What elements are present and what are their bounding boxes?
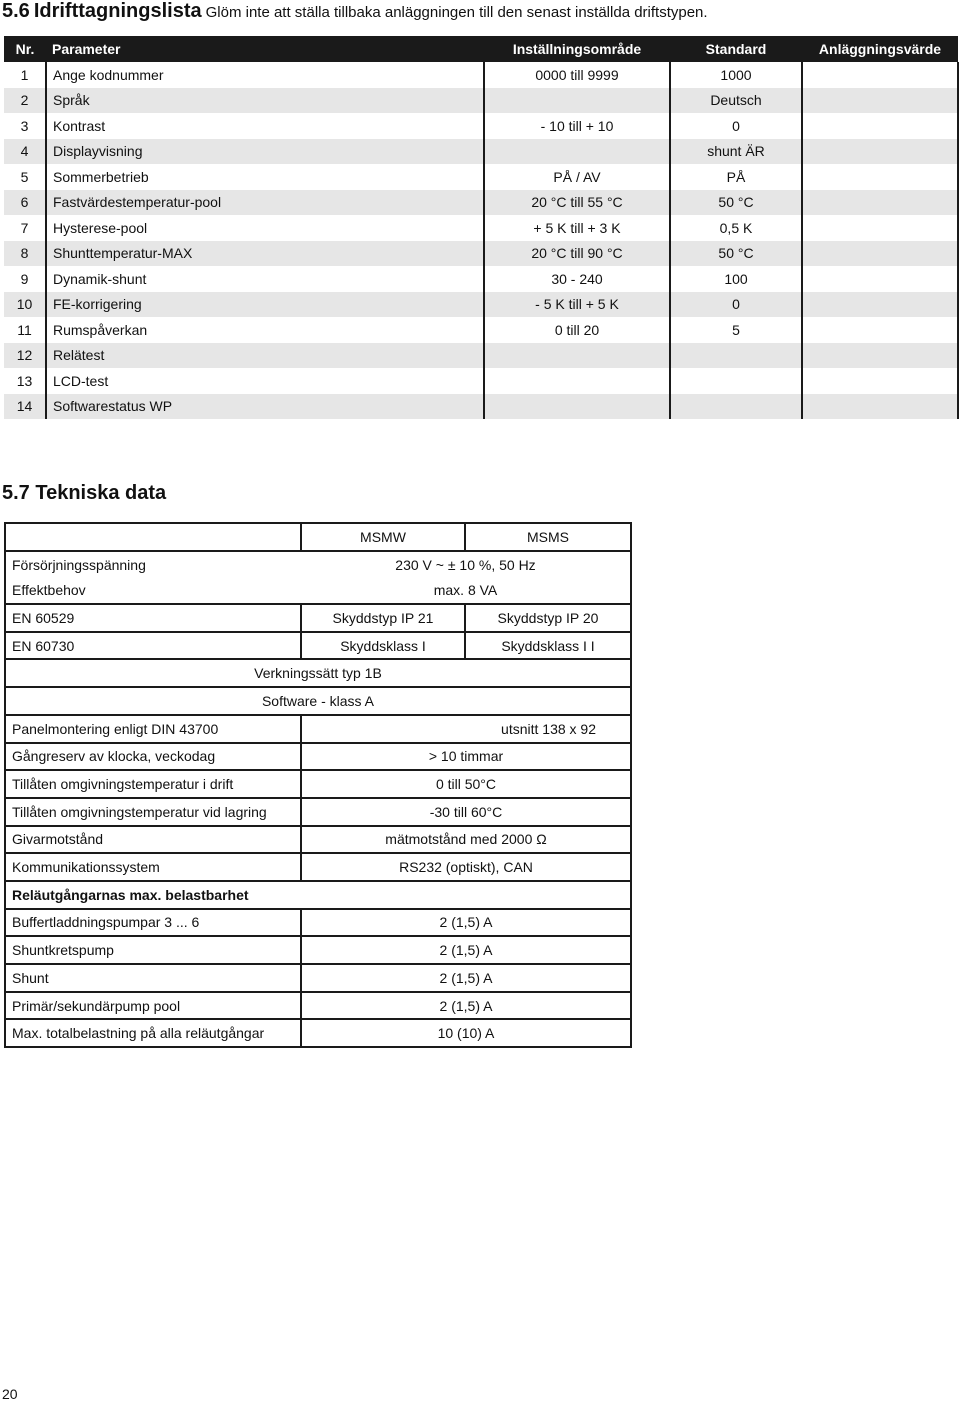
table-row xyxy=(5,523,631,551)
table-row xyxy=(5,909,631,937)
table-row xyxy=(4,394,958,420)
row-nr: 5 xyxy=(4,164,46,190)
header-range: Inställningsområde xyxy=(484,36,670,62)
row-standard xyxy=(670,368,802,394)
row-range xyxy=(484,394,670,420)
en60730-label: EN 60730 xyxy=(5,632,301,660)
row-value[interactable] xyxy=(802,317,958,343)
row-value: 2 (1,5) A xyxy=(301,909,631,937)
row-nr: 9 xyxy=(4,266,46,292)
en60730-msmw: Skyddsklass I xyxy=(301,632,465,660)
row-range: 0 till 20 xyxy=(484,317,670,343)
row-range: - 5 K till + 5 K xyxy=(484,292,670,318)
en60529-msms: Skyddstyp IP 20 xyxy=(465,604,631,632)
row-nr: 11 xyxy=(4,317,46,343)
row-value[interactable] xyxy=(802,368,958,394)
row-label: Shuntkretspump xyxy=(5,936,301,964)
section-5-6-heading xyxy=(2,0,708,28)
row-label: Gångreserv av klocka, veckodag xyxy=(5,743,301,771)
empty-cell xyxy=(5,523,301,551)
header-standard: Standard xyxy=(670,36,802,62)
row-value[interactable] xyxy=(802,241,958,267)
row-value: 2 (1,5) A xyxy=(301,964,631,992)
row-standard: 100 xyxy=(670,266,802,292)
section-5-7-heading: 5.7 Tekniska data xyxy=(2,482,167,504)
row-parameter: LCD-test xyxy=(53,372,109,389)
table-row xyxy=(5,659,631,687)
en60529-label: EN 60529 xyxy=(5,604,301,632)
row-standard: shunt ÄR xyxy=(670,139,802,165)
action-type: Verkningssätt typ 1B xyxy=(5,659,631,687)
table-row xyxy=(4,368,958,394)
row-nr: 3 xyxy=(4,113,46,139)
table-row xyxy=(4,266,958,292)
row-parameter: Shunttemperatur-MAX xyxy=(46,241,484,267)
row-nr: 6 xyxy=(4,190,46,216)
table-row xyxy=(4,113,958,139)
row-range: - 10 till + 10 xyxy=(484,113,670,139)
section-subtitle: Glöm inte att ställa tillbaka anläggningen till den senast inställda driftstypen. xyxy=(205,4,708,21)
row-nr: 13 xyxy=(4,368,46,394)
table-row xyxy=(4,215,958,241)
row-value: mätmotstånd med 2000 Ω xyxy=(301,826,631,854)
table-row xyxy=(4,139,958,165)
row-parameter: Displayvisning xyxy=(46,139,484,165)
page-number: 20 xyxy=(2,1386,18,1402)
panel-label: Panelmontering enligt DIN 43700 xyxy=(5,715,301,743)
table-row xyxy=(5,936,631,964)
row-range xyxy=(484,368,670,394)
row-value: 10 (10) A xyxy=(301,1019,631,1047)
table-row xyxy=(5,881,631,909)
row-nr: 12 xyxy=(4,343,46,369)
row-range: + 5 K till + 3 K xyxy=(484,215,670,241)
table-row xyxy=(5,577,631,604)
header-nr: Nr. xyxy=(4,36,46,62)
row-parameter: Kontrast xyxy=(53,117,106,134)
table-row xyxy=(4,164,958,190)
row-value[interactable] xyxy=(802,266,958,292)
row-label: Tillåten omgivningstemperatur vid lagring xyxy=(5,798,301,826)
row-standard: 0 xyxy=(670,113,802,139)
row-standard: 0,5 K xyxy=(670,215,802,241)
row-label: Max. totalbelastning på alla reläutgångar xyxy=(5,1019,301,1047)
row-label: Givarmotstånd xyxy=(5,826,301,854)
row-value[interactable] xyxy=(802,139,958,165)
table-row xyxy=(5,770,631,798)
row-parameter: Fastvärdestemperatur-pool xyxy=(46,190,484,216)
row-standard: 50 °C xyxy=(670,241,802,267)
table-row xyxy=(5,632,631,660)
row-range: 20 °C till 90 °C xyxy=(484,241,670,267)
row-value[interactable] xyxy=(802,394,958,420)
technical-data-table xyxy=(4,522,632,1048)
table-row xyxy=(5,853,631,881)
table-row xyxy=(4,343,958,369)
row-nr: 1 xyxy=(4,62,46,88)
row-range xyxy=(484,139,670,165)
row-value: > 10 timmar xyxy=(301,743,631,771)
table-row xyxy=(4,190,958,216)
row-nr: 7 xyxy=(4,215,46,241)
table-row xyxy=(5,604,631,632)
table-row xyxy=(5,992,631,1020)
en60730-msms: Skyddsklass I I xyxy=(465,632,631,660)
row-value[interactable] xyxy=(802,292,958,318)
row-value[interactable] xyxy=(802,62,958,88)
relay-heading: Reläutgångarnas max. belastbarhet xyxy=(5,881,631,909)
row-range: PÅ / AV xyxy=(484,164,670,190)
table-row xyxy=(5,715,631,743)
row-label: Primär/sekundärpump pool xyxy=(5,992,301,1020)
row-parameter: Ange kodnummer xyxy=(53,66,164,83)
table-header-row xyxy=(4,36,958,62)
row-value[interactable] xyxy=(802,190,958,216)
row-value: RS232 (optiskt), CAN xyxy=(301,853,631,881)
row-parameter: Softwarestatus WP xyxy=(46,394,484,420)
power-value: max. 8 VA xyxy=(301,577,631,604)
row-standard: 0 xyxy=(670,292,802,318)
row-nr: 2 xyxy=(4,88,46,114)
section-number: 5.6 xyxy=(2,0,30,22)
col-msmw: MSMW xyxy=(301,523,465,551)
row-label: Tillåten omgivningstemperatur i drift xyxy=(5,770,301,798)
table-row xyxy=(5,1019,631,1047)
row-value[interactable] xyxy=(802,113,958,139)
row-standard xyxy=(670,343,802,369)
software-class: Software - klass A xyxy=(5,687,631,715)
row-value[interactable] xyxy=(802,164,958,190)
table-row xyxy=(5,798,631,826)
table-row xyxy=(4,292,958,318)
header-value: Anläggningsvärde xyxy=(802,36,958,62)
row-nr: 10 xyxy=(4,292,46,318)
row-label: Buffertladdningspumpar 3 ... 6 xyxy=(5,909,301,937)
panel-value: utsnitt 138 x 92 xyxy=(301,715,631,743)
row-parameter: Rumspåverkan xyxy=(53,321,148,338)
table-row xyxy=(5,687,631,715)
commissioning-table xyxy=(4,36,959,419)
supply-value: 230 V ~ ± 10 %, 50 Hz xyxy=(301,551,631,578)
en60529-msmw: Skyddstyp IP 21 xyxy=(301,604,465,632)
row-nr: 14 xyxy=(4,394,46,420)
row-label: Kommunikationssystem xyxy=(5,853,301,881)
header-parameter: Parameter xyxy=(46,36,484,62)
row-standard: Deutsch xyxy=(670,88,802,114)
row-standard: 1000 xyxy=(670,62,802,88)
row-nr: 4 xyxy=(4,139,46,165)
table-row xyxy=(5,826,631,854)
row-nr: 8 xyxy=(4,241,46,267)
row-value: 0 till 50°C xyxy=(301,770,631,798)
row-value[interactable] xyxy=(802,215,958,241)
row-standard xyxy=(670,394,802,420)
table-row xyxy=(5,964,631,992)
row-parameter: Sommerbetrieb xyxy=(53,168,149,185)
power-label: Effektbehov xyxy=(5,577,301,604)
section-title: Idrifttagningslista xyxy=(33,0,202,22)
row-standard: 5 xyxy=(670,317,802,343)
table-row xyxy=(5,551,631,578)
table-row xyxy=(5,743,631,771)
row-value: -30 till 60°C xyxy=(301,798,631,826)
row-value[interactable] xyxy=(802,88,958,114)
row-label: Shunt xyxy=(5,964,301,992)
row-value: 2 (1,5) A xyxy=(301,936,631,964)
row-parameter: Språk xyxy=(46,88,484,114)
supply-label: Försörjningsspänning xyxy=(5,551,301,578)
row-value: 2 (1,5) A xyxy=(301,992,631,1020)
col-msms: MSMS xyxy=(465,523,631,551)
row-range xyxy=(484,343,670,369)
table-row xyxy=(4,88,958,114)
row-range: 0000 till 9999 xyxy=(484,62,670,88)
table-row xyxy=(4,241,958,267)
row-range: 30 - 240 xyxy=(484,266,670,292)
row-standard: 50 °C xyxy=(670,190,802,216)
table-row xyxy=(4,317,958,343)
row-standard: PÅ xyxy=(670,164,802,190)
row-parameter: Relätest xyxy=(46,343,484,369)
row-parameter: FE-korrigering xyxy=(46,292,484,318)
row-value[interactable] xyxy=(802,343,958,369)
row-parameter: Dynamik-shunt xyxy=(53,270,147,287)
row-parameter: Hysterese-pool xyxy=(53,219,148,236)
row-range: 20 °C till 55 °C xyxy=(484,190,670,216)
row-range xyxy=(484,88,670,114)
table-row xyxy=(4,62,958,88)
